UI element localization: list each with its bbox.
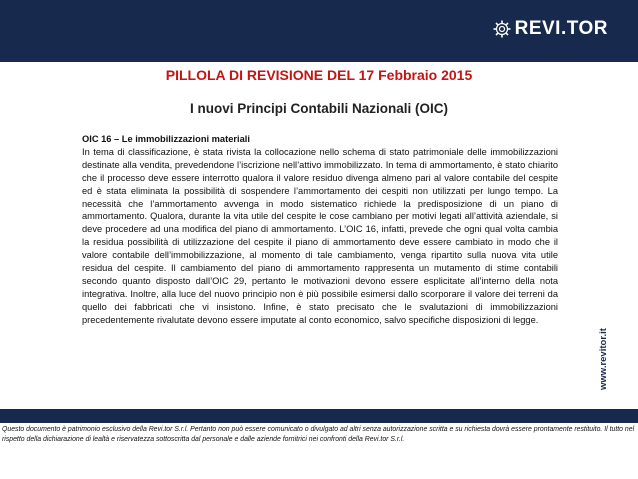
revitor-logo xyxy=(493,18,608,40)
gear-seal-icon xyxy=(493,20,511,38)
logo-text: REVI.TOR xyxy=(514,18,608,39)
content-block xyxy=(82,133,558,327)
page-title: PILLOLA DI REVISIONE DEL 17 Febbraio 2015 xyxy=(165,67,473,83)
section-heading: OIC 16 – Le immobilizzazioni materiali xyxy=(82,134,250,144)
footer-disclaimer: Questo documento è patrimonio esclusivo della Revi.tor S.r.l. Pertanto non può essere comunicato o divulgato ad altri senza autorizzazione scritta e su richiesta dovrà essere prontamente restituito. Il tutto nel rispetto della dichiarazione di lealtà e riservatezza sottoscritta dal personale e dalle aziende fornitrici nei confronti della Revi.tor S.r.l. xyxy=(2,426,635,443)
section-body: In tema di classificazione, è stata rivista la collocazione nello schema di stato patrimoniale delle immobilizzazioni destinate alla vendita, prevedendone l’iscrizione nell’attivo immobilizzato. In tema di ammortamento, è stato chiarito che il processo deve essere interrotto qualora il valore residuo divenga almeno pari al valore contabile del cespite ed è stata eliminata la possibilità di sospendere l’ammortamento dei cespiti non utilizzati per lungo tempo. La necessità che l’ammortamento avvenga in modo sistematico richiede la predisposizione di un piano di ammortamento. Qualora, durante la vita utile del cespite le cose cambiano per motivi legati all’attività aziendale, si deve procedere ad una modifica del piano di ammortamento. L’OIC 16, infatti, prevede che ogni qual volta cambia la residua possibilità di utilizzazione del cespite il piano di ammortamento deve essere cambiato in modo che il valore contabile dell’immobilizzazione, al momento di tale cambiamento, venga ripartito sulla nuova vita utile residua del cespite. Il cambiamento del piano di ammortamento rappresenta un mutamento di stime contabili secondo quanto disposto dall’OIC 29, pertanto le motivazioni devono essere esplicitate all’interno della nota integrativa. Inoltre, alla luce del nuovo principio non è più possibile esimersi dallo scorporare il valore dei terreni da quello dei fabbricati che vi insistono. Infine, è stato precisato che le svalutazioni di immobilizzazioni precedentemente rivalutate devono essere imputate al conto economico, salvo specifiche disposizioni di legge. xyxy=(82,146,558,325)
page-subtitle: I nuovi Principi Contabili Nazionali (OIC) xyxy=(189,101,448,116)
website-url: www.revitor.it xyxy=(598,328,609,390)
footer-bar xyxy=(0,409,638,423)
header-bar xyxy=(0,0,638,62)
